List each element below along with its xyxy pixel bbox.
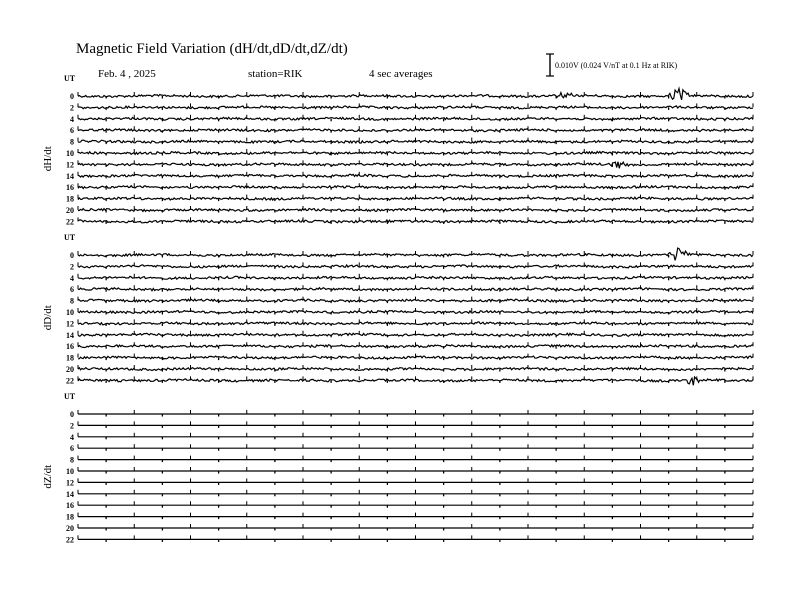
panel-dddt	[42, 233, 753, 385]
hour-label: 22	[66, 376, 74, 386]
hour-label: 18	[66, 194, 74, 204]
hour-label: 10	[66, 308, 74, 317]
panel-dzdt	[42, 392, 753, 544]
ut-label: UT	[64, 233, 76, 242]
hour-label: 18	[66, 512, 74, 522]
hour-label: 4	[70, 432, 74, 442]
hour-label: 2	[70, 262, 74, 272]
trace-line	[78, 129, 753, 132]
hour-label: 20	[66, 365, 74, 374]
panel-dhdt	[42, 74, 753, 226]
trace-line	[78, 368, 753, 371]
station-label: station=RIK	[248, 68, 303, 80]
hour-label: 12	[66, 319, 74, 329]
hour-label: 10	[66, 149, 74, 158]
ut-label: UT	[64, 74, 76, 83]
y-axis-label: dZ/dt	[42, 464, 54, 489]
hour-label: 0	[70, 251, 74, 260]
hour-label: 8	[70, 296, 74, 306]
hour-label: 20	[66, 524, 74, 533]
trace-line	[78, 276, 753, 279]
y-axis-label: dH/dt	[42, 146, 54, 172]
hour-label: 20	[66, 206, 74, 215]
scale-bar-label: 0.010V (0.024 V/nT at 0.1 Hz at RIK)	[555, 61, 678, 70]
trace-line	[78, 248, 753, 260]
hour-label: 16	[66, 501, 74, 511]
y-axis-label: dD/dt	[42, 305, 54, 331]
hour-label: 14	[66, 330, 74, 340]
hour-label: 12	[66, 160, 74, 170]
hour-label: 18	[66, 353, 74, 363]
hour-label: 4	[70, 273, 74, 283]
hour-label: 12	[66, 478, 74, 488]
averaging-label: 4 sec averages	[369, 68, 433, 80]
hour-label: 14	[66, 171, 74, 181]
hour-label: 14	[66, 489, 74, 499]
hour-label: 16	[66, 183, 74, 193]
hour-label: 16	[66, 342, 74, 352]
hour-label: 0	[70, 92, 74, 101]
hour-label: 22	[66, 535, 74, 545]
date-label: Feb. 4 , 2025	[98, 68, 156, 80]
hour-label: 2	[70, 103, 74, 113]
hour-label: 0	[70, 410, 74, 419]
hour-label: 6	[70, 444, 74, 454]
scale-bar	[546, 54, 678, 76]
hour-label: 8	[70, 455, 74, 465]
trace-line	[78, 117, 753, 120]
hour-label: 22	[66, 217, 74, 227]
hour-label: 8	[70, 137, 74, 147]
hour-label: 6	[70, 285, 74, 295]
hour-label: 2	[70, 421, 74, 431]
hour-label: 6	[70, 126, 74, 136]
ut-label: UT	[64, 392, 76, 401]
chart-title: Magnetic Field Variation (dH/dt,dD/dt,dZ/dt)	[76, 41, 348, 57]
hour-label: 10	[66, 467, 74, 476]
hour-label: 4	[70, 114, 74, 124]
